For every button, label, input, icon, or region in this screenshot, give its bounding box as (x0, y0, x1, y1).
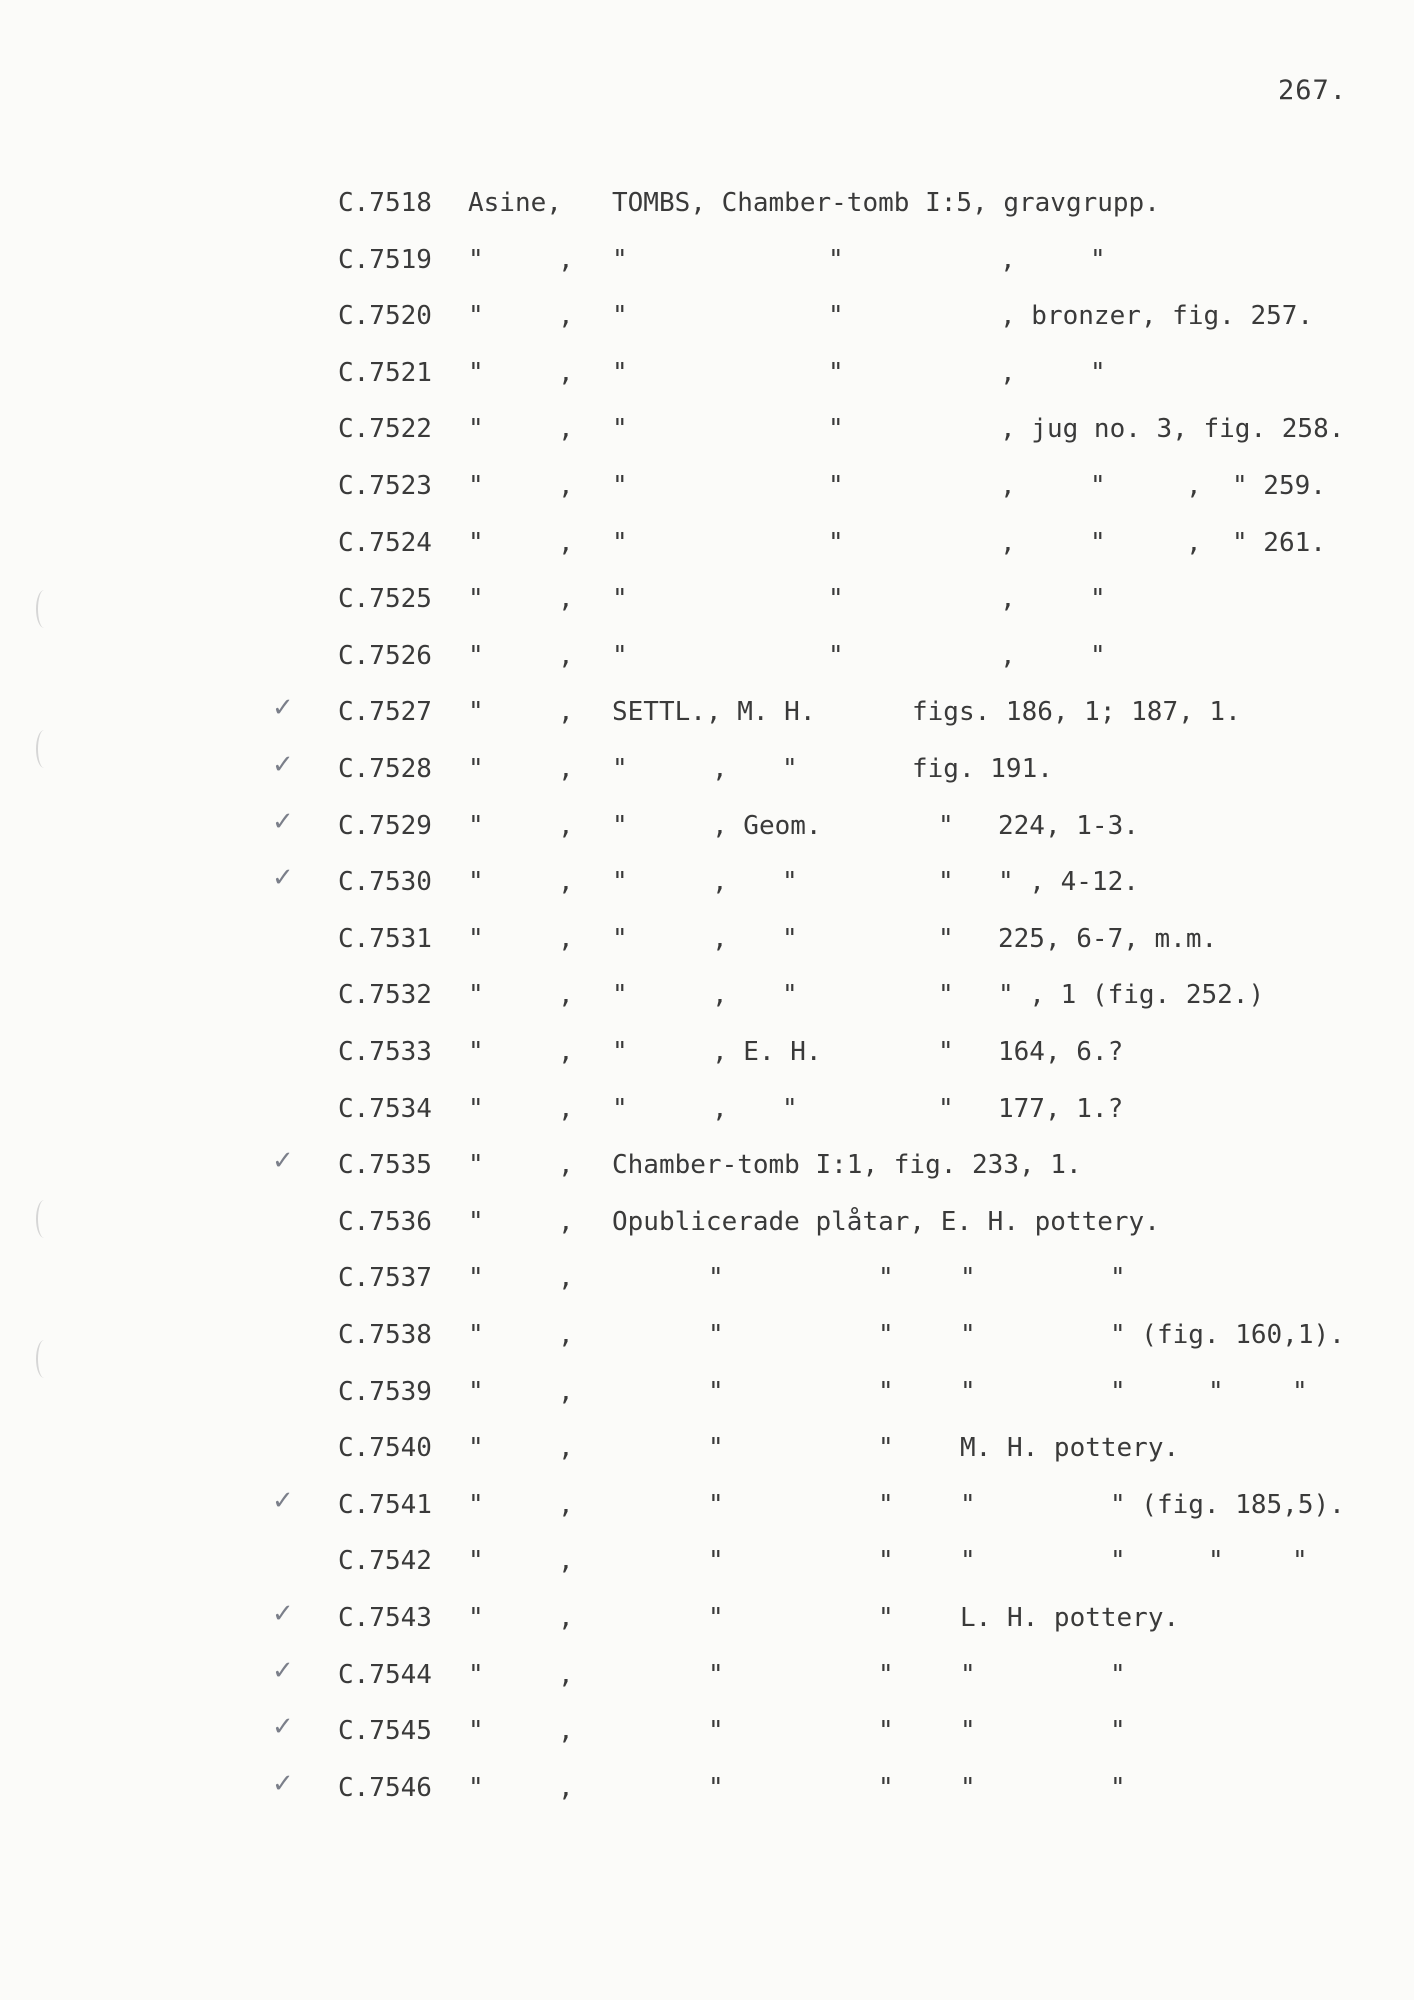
entry-text: " (612, 584, 628, 615)
catalog-number: C.7532 (338, 980, 432, 1011)
check-mark-icon: ✓ (272, 1485, 294, 1516)
entry-text: , (558, 810, 574, 841)
catalog-number: C.7528 (338, 754, 432, 784)
check-mark-icon: ✓ (272, 750, 294, 780)
entry-text: " (938, 1037, 954, 1067)
entry-text: " (782, 754, 798, 784)
entry-text: " (1090, 640, 1106, 671)
entry-text: " (468, 1263, 484, 1294)
entry-text: , (558, 414, 574, 445)
entry-text: " (938, 867, 954, 898)
entry-text: " (468, 923, 484, 954)
entry-text: , bronzer, fig. 257. (1000, 301, 1314, 332)
entry-text: , (712, 923, 728, 954)
entry-text: , (558, 923, 574, 954)
catalog-row (0, 1546, 1414, 1586)
catalog-number: C.7541 (338, 1489, 432, 1520)
entry-text: " (468, 1772, 484, 1803)
entry-text: " (468, 527, 484, 558)
catalog-row (0, 1599, 1414, 1643)
catalog-number: C.7525 (338, 584, 432, 615)
entry-text: , (558, 1489, 574, 1520)
entry-text: " (938, 980, 954, 1011)
catalog-row (0, 1485, 1414, 1530)
entry-text: " (468, 1037, 484, 1067)
check-mark-icon: ✓ (272, 1599, 294, 1629)
entry-text: " (1208, 1376, 1224, 1407)
entry-text: " (1292, 1376, 1308, 1407)
entry-text: " (468, 1376, 484, 1407)
entry-text: " (612, 1037, 628, 1067)
entry-text: " (1090, 527, 1106, 558)
catalog-number: C.7540 (338, 1433, 432, 1464)
entry-text: " (612, 471, 628, 501)
entry-text: " (1110, 1716, 1126, 1747)
entry-text: " (612, 754, 628, 784)
entry-text: , (1000, 527, 1016, 558)
entry-text: " (828, 527, 844, 558)
catalog-row (0, 584, 1414, 624)
entry-text: , (558, 1263, 574, 1294)
catalog-row (0, 980, 1414, 1020)
entry-text: " (468, 754, 484, 784)
entry-text: " (468, 584, 484, 615)
catalog-number: C.7526 (338, 640, 432, 671)
catalog-row (0, 1263, 1414, 1303)
entry-text: L. H. pottery. (960, 1603, 1180, 1633)
catalog-number: C.7536 (338, 1206, 432, 1237)
entry-text: " , 1 (fig. 252.) (998, 980, 1265, 1011)
catalog-number: C.7543 (338, 1603, 432, 1633)
entry-text: " (612, 923, 628, 954)
entry-text: , (558, 584, 574, 615)
entry-text: , (558, 1546, 574, 1577)
catalog-row (0, 1712, 1414, 1756)
catalog-number: C.7518 (338, 188, 432, 218)
catalog-number: C.7524 (338, 527, 432, 558)
entry-text: , (712, 867, 728, 898)
entry-text: " (468, 1320, 484, 1350)
entry-text: TOMBS, Chamber-tomb I:5, gravgrupp. (612, 188, 1160, 218)
entry-text: , (558, 1320, 574, 1350)
catalog-row (0, 863, 1414, 907)
catalog-row (0, 750, 1414, 794)
entry-text: " (828, 640, 844, 671)
catalog-row (0, 1768, 1414, 1813)
entry-text: SETTL., M. H. (612, 697, 816, 728)
entry-text: , (712, 1093, 728, 1124)
entry-text: , (558, 1206, 574, 1237)
entry-text: , (1000, 584, 1016, 615)
entry-text: " (1090, 357, 1106, 388)
entry-text: " (1090, 244, 1106, 275)
entry-text: " (1292, 1546, 1308, 1577)
check-mark-icon: ✓ (272, 1655, 294, 1686)
entry-text: " (fig. 160,1). (1110, 1320, 1345, 1350)
entry-text: " (612, 1093, 628, 1124)
entry-text: " (612, 980, 628, 1011)
entry-text: " (878, 1716, 894, 1747)
entry-text: , (558, 527, 574, 558)
catalog-row (0, 528, 1414, 568)
entry-text: " (468, 244, 484, 275)
entry-text: Asine, (468, 188, 562, 218)
entry-text: " (878, 1263, 894, 1294)
entry-text: " (828, 414, 844, 445)
entry-text: " (828, 357, 844, 388)
entry-text: , (558, 1150, 574, 1181)
catalog-number: C.7546 (338, 1772, 432, 1803)
entry-text: " (708, 1489, 724, 1520)
entry-text: " (468, 357, 484, 388)
entry-text: " (1110, 1263, 1126, 1294)
entry-text: Opublicerade plåtar, E. H. pottery. (612, 1206, 1160, 1237)
entry-text: " (468, 1206, 484, 1237)
entry-text: " (828, 584, 844, 615)
catalog-row (0, 471, 1414, 511)
entry-text: " (708, 1716, 724, 1747)
entry-text: " (878, 1433, 894, 1464)
entry-text: " (fig. 185,5). (1110, 1489, 1345, 1520)
entry-text: " (1208, 1546, 1224, 1577)
catalog-row (0, 1037, 1414, 1077)
entry-text: " (708, 1659, 724, 1690)
catalog-number: C.7537 (338, 1263, 432, 1294)
check-mark-icon: ✓ (272, 1146, 294, 1177)
catalog-number: C.7529 (338, 810, 432, 841)
catalog-number: C.7535 (338, 1150, 432, 1181)
entry-text: " (960, 1320, 976, 1350)
entry-text: " (612, 640, 628, 671)
entry-text: , (558, 1037, 574, 1067)
entry-text: " (828, 244, 844, 275)
entry-text: 164, 6.? (998, 1037, 1124, 1067)
entry-text: " (468, 867, 484, 898)
entry-text: " (938, 1093, 954, 1124)
entry-text: " (468, 810, 484, 841)
entry-text: , (1186, 471, 1202, 501)
entry-text: , (1000, 244, 1016, 275)
page-number: 267. (1278, 75, 1348, 106)
entry-text: , Geom. (712, 810, 822, 841)
check-mark-icon: ✓ (272, 1768, 294, 1799)
catalog-row (0, 245, 1414, 285)
entry-text: " (468, 1716, 484, 1747)
catalog-number: C.7522 (338, 414, 432, 445)
entry-text: " (878, 1489, 894, 1520)
catalog-number: C.7520 (338, 301, 432, 332)
entry-text: " (960, 1546, 976, 1577)
entry-text: " (708, 1772, 724, 1803)
catalog-row (0, 1320, 1414, 1360)
entry-text: Chamber-tomb I:1, fig. 233, 1. (612, 1150, 1082, 1181)
entry-text: " (468, 301, 484, 332)
entry-text: " (782, 1093, 798, 1124)
catalog-number: C.7530 (338, 867, 432, 898)
entry-text: , E. H. (712, 1037, 822, 1067)
check-mark-icon: ✓ (272, 693, 294, 724)
entry-text: , (558, 244, 574, 275)
entry-text: " (960, 1376, 976, 1407)
entry-text: " (612, 301, 628, 332)
entry-text: " (878, 1376, 894, 1407)
entry-text: " (468, 1546, 484, 1577)
catalog-number: C.7521 (338, 357, 432, 388)
entry-text: " (708, 1546, 724, 1577)
entry-text: " (878, 1659, 894, 1690)
entry-text: " (878, 1546, 894, 1577)
entry-text: " (612, 414, 628, 445)
entry-text: , (558, 301, 574, 332)
entry-text: " (938, 923, 954, 954)
entry-text: , (558, 1093, 574, 1124)
entry-text: M. H. pottery. (960, 1433, 1180, 1464)
entry-text: " (960, 1659, 976, 1690)
entry-text: " (468, 1433, 484, 1464)
entry-text: " (1110, 1376, 1126, 1407)
catalog-number: C.7542 (338, 1546, 432, 1577)
entry-text: " (960, 1263, 976, 1294)
entry-text: " (708, 1603, 724, 1633)
entry-text: 177, 1.? (998, 1093, 1124, 1124)
catalog-row (0, 924, 1414, 964)
entry-text: " (612, 527, 628, 558)
entry-text: " (1090, 584, 1106, 615)
entry-text: , (1000, 471, 1016, 501)
entry-text: " (782, 923, 798, 954)
entry-text: " (708, 1320, 724, 1350)
entry-text: " (1110, 1659, 1126, 1690)
catalog-row (0, 1377, 1414, 1417)
catalog-row (0, 806, 1414, 851)
entry-text: , (558, 1772, 574, 1803)
entry-text: " (468, 471, 484, 501)
catalog-number: C.7531 (338, 923, 432, 954)
catalog-number: C.7538 (338, 1320, 432, 1350)
entry-text: " 259. (1232, 471, 1326, 501)
entry-text: " (878, 1772, 894, 1803)
catalog-number: C.7523 (338, 471, 432, 501)
entry-text: , (558, 697, 574, 728)
catalog-number: C.7527 (338, 697, 432, 728)
catalog-number: C.7544 (338, 1659, 432, 1690)
entry-text: , (558, 980, 574, 1011)
entry-text: " (468, 414, 484, 445)
entry-text: , (558, 640, 574, 671)
entry-text: " (468, 1489, 484, 1520)
entry-text: " (878, 1603, 894, 1633)
catalog-row (0, 693, 1414, 737)
entry-text: , (558, 357, 574, 388)
entry-text: " (960, 1489, 976, 1520)
entry-text: " (938, 810, 954, 841)
entry-text: " (782, 867, 798, 898)
catalog-row (0, 1207, 1414, 1247)
entry-text: , (558, 1659, 574, 1690)
entry-text: " (1110, 1546, 1126, 1577)
catalog-row (0, 1433, 1414, 1473)
catalog-row (0, 358, 1414, 398)
entry-text: , (712, 754, 728, 784)
entry-text: " (468, 697, 484, 728)
entry-text: " (612, 357, 628, 388)
catalog-row (0, 188, 1414, 228)
entry-text: " (468, 640, 484, 671)
entry-text: " (708, 1263, 724, 1294)
catalog-row (0, 1094, 1414, 1134)
catalog-row (0, 641, 1414, 681)
entry-text: " (960, 1772, 976, 1803)
entry-text: 224, 1-3. (998, 810, 1139, 841)
catalog-row (0, 1655, 1414, 1700)
catalog-number: C.7519 (338, 244, 432, 275)
check-mark-icon: ✓ (272, 1712, 294, 1743)
entry-text: " (612, 867, 628, 898)
entry-text: " (828, 471, 844, 501)
catalog-number: C.7545 (338, 1716, 432, 1747)
entry-text: " (878, 1320, 894, 1350)
catalog-number: C.7533 (338, 1037, 432, 1067)
entry-text: " (612, 244, 628, 275)
entry-text: " , 4-12. (998, 867, 1139, 898)
entry-text: , (558, 1376, 574, 1407)
entry-text: " (708, 1433, 724, 1464)
entry-text: , (558, 867, 574, 898)
entry-text: " (612, 810, 628, 841)
catalog-number: C.7539 (338, 1376, 432, 1407)
entry-text: , (558, 471, 574, 501)
entry-text: , (558, 754, 574, 784)
catalog-number: C.7534 (338, 1093, 432, 1124)
entry-text: , (558, 1433, 574, 1464)
entry-text: " 261. (1232, 527, 1326, 558)
entry-text: , (558, 1603, 574, 1633)
entry-text: fig. 191. (912, 754, 1053, 784)
catalog-row (0, 301, 1414, 341)
entry-text: , (1186, 527, 1202, 558)
entry-text: figs. 186, 1; 187, 1. (912, 697, 1241, 728)
check-mark-icon: ✓ (272, 863, 294, 894)
check-mark-icon: ✓ (272, 806, 294, 837)
entry-text: , jug no. 3, fig. 258. (1000, 414, 1345, 445)
entry-text: , (712, 980, 728, 1011)
entry-text: " (468, 980, 484, 1011)
entry-text: , (558, 1716, 574, 1747)
entry-text: " (1110, 1772, 1126, 1803)
catalog-row (0, 1146, 1414, 1190)
entry-text: " (468, 1150, 484, 1181)
entry-text: " (468, 1659, 484, 1690)
entry-text: , (1000, 640, 1016, 671)
catalog-row (0, 414, 1414, 454)
entry-text: " (708, 1376, 724, 1407)
entry-text: " (468, 1093, 484, 1124)
entry-text: " (782, 980, 798, 1011)
entry-text: 225, 6-7, m.m. (998, 923, 1218, 954)
entry-text: " (1090, 471, 1106, 501)
entry-text: " (960, 1716, 976, 1747)
entry-text: " (828, 301, 844, 332)
entry-text: " (468, 1603, 484, 1633)
entry-text: , (1000, 357, 1016, 388)
